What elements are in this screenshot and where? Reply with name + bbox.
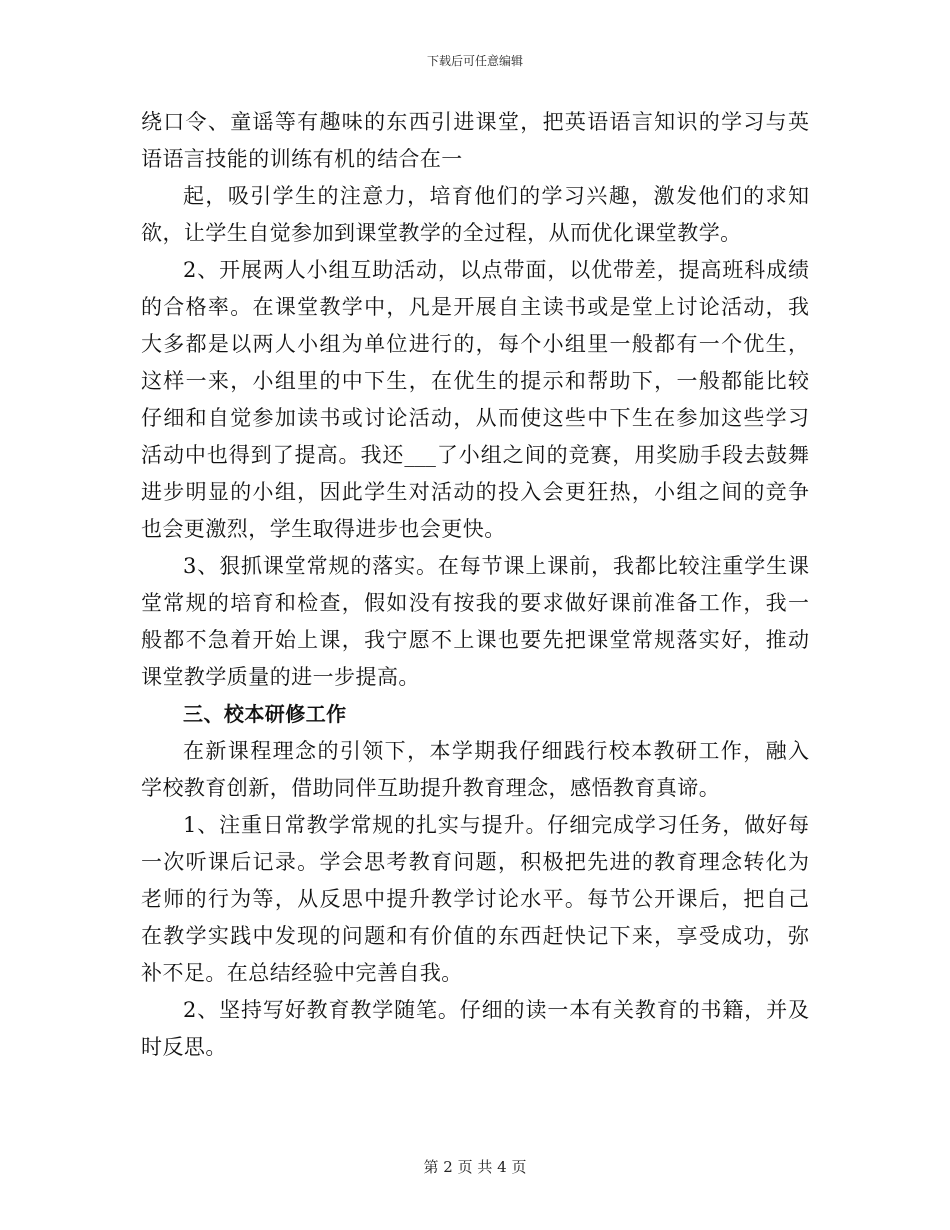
text-line: 绕口令、童谣等有趣味的东西引进课堂，把英语语言知识的学习与英 [141,110,809,134]
text-line: 活动中也得到了提高。我还___了小组之间的竞赛，用奖励手段去鼓舞 [141,443,809,467]
text-line: 仔细和自觉参加读书或讨论活动，从而使这些中下生在参加这些学习 [141,406,809,430]
text-line: 也会更激烈，学生取得进步也会更快。 [141,517,506,541]
text-line: 在教学实践中发现的问题和有价值的东西赶快记下来，享受成功，弥 [141,924,809,948]
text-line: 的合格率。在课堂教学中，凡是开展自主读书或是堂上讨论活动，我 [141,295,809,319]
text-line: 大多都是以两人小组为单位进行的，每个小组里一般都有一个优生， [141,332,809,356]
page-footer: 第 2 页 共 4 页 [423,1158,527,1176]
section-heading: 三、校本研修工作 [183,702,347,726]
text-line: 老师的行为等，从反思中提升教学讨论水平。每节公开课后，把自己 [141,887,809,911]
text-line: 这样一来，小组里的中下生，在优生的提示和帮助下，一般都能比较 [141,369,809,393]
text-line: 般都不急着开始上课，我宁愿不上课也要先把课堂常规落实好，推动 [141,628,809,652]
text-line: 3、狠抓课堂常规的落实。在每节课上课前，我都比较注重学生课 [183,554,809,578]
text-line: 2、开展两人小组互助活动，以点带面，以优带差，提高班科成绩 [183,258,809,282]
text-line: 时反思。 [141,1035,227,1059]
text-line: 语语言技能的训练有机的结合在一 [141,147,463,171]
text-line: 课堂教学质量的进一步提高。 [141,665,420,689]
text-line: 学校教育创新，借助同伴互助提升教育理念，感悟教育真谛。 [141,776,721,800]
text-line: 起，吸引学生的注意力，培育他们的学习兴趣，激发他们的求知 [183,184,809,208]
text-line: 补不足。在总结经验中完善自我。 [141,961,463,985]
document-body [141,104,809,1066]
text-line: 在新课程理念的引领下，本学期我仔细践行校本教研工作，融入 [183,739,809,763]
text-line: 进步明显的小组，因此学生对活动的投入会更狂热，小组之间的竞争 [141,480,809,504]
text-line: 欲，让学生自觉参加到课堂教学的全过程，从而优化课堂教学。 [141,221,742,245]
text-line: 一次听课后记录。学会思考教育问题，积极把先进的教育理念转化为 [141,850,809,874]
page-header: 下载后可任意编辑 [426,54,523,68]
text-line: 1、注重日常教学常规的扎实与提升。仔细完成学习任务，做好每 [183,813,809,837]
text-line: 堂常规的培育和检查，假如没有按我的要求做好课前准备工作，我一 [141,591,809,615]
text-line: 2、坚持写好教育教学随笔。仔细的读一本有关教育的书籍，并及 [183,998,809,1022]
